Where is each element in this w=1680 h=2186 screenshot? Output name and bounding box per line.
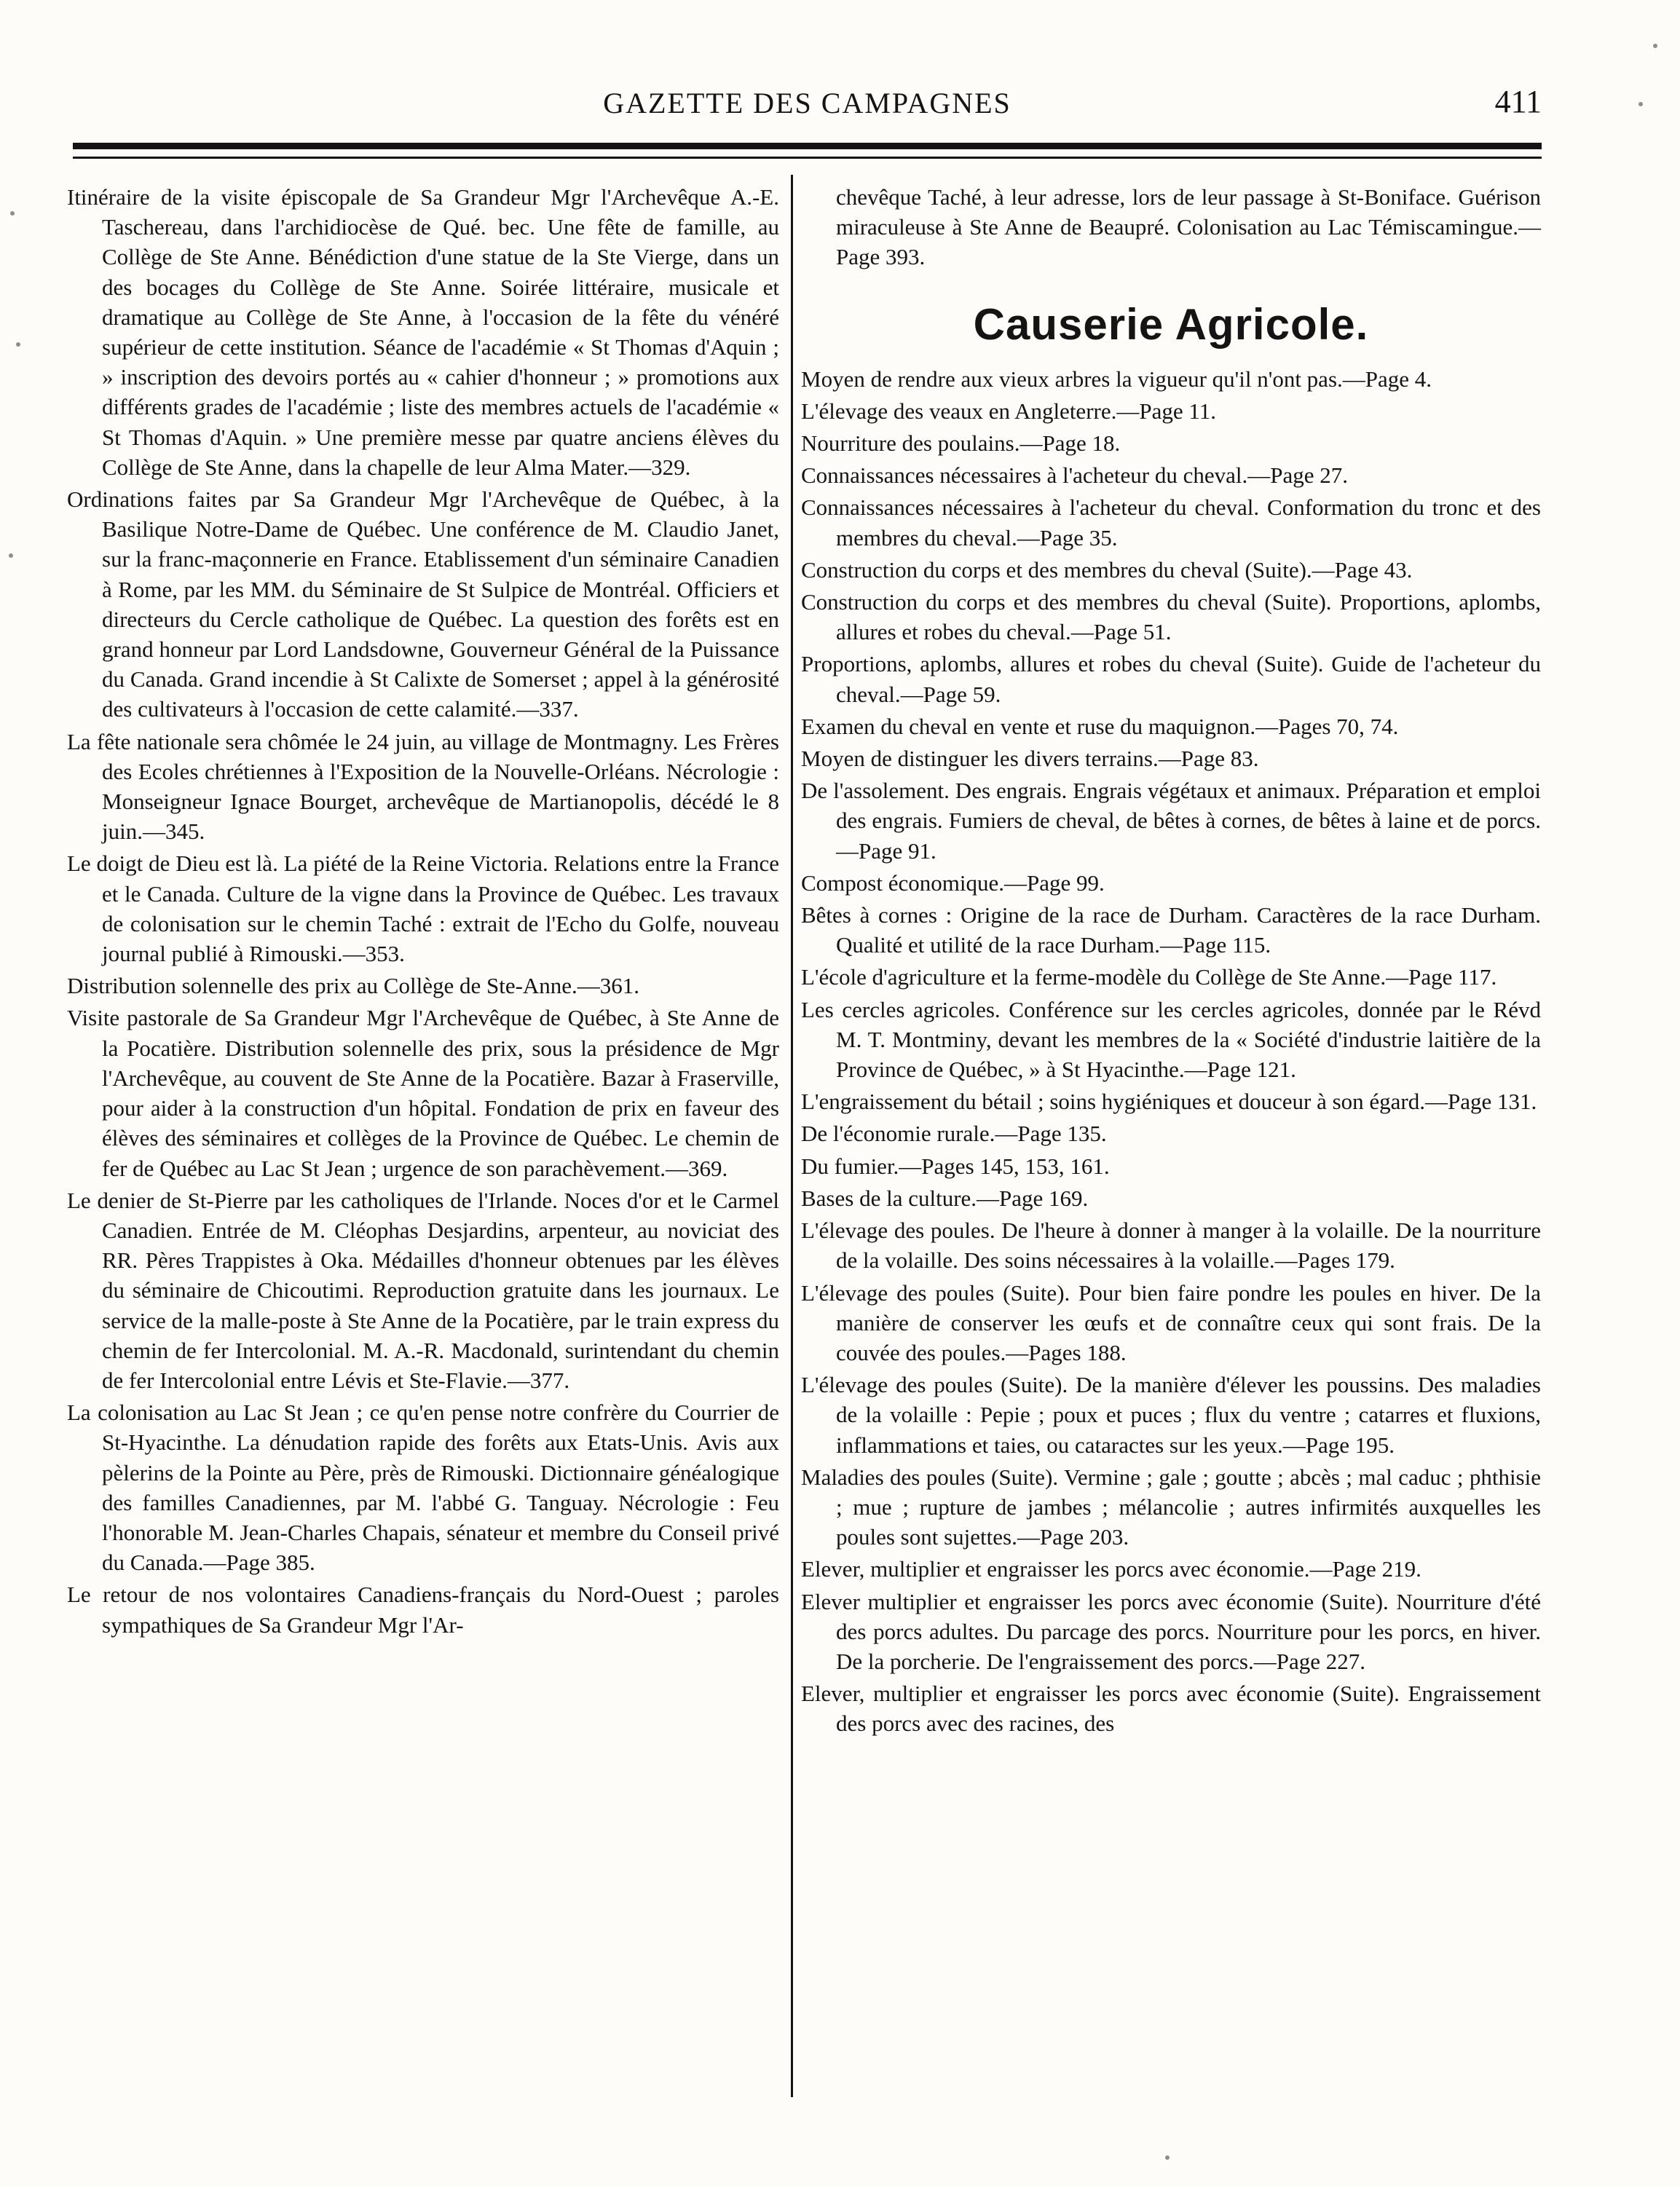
section-heading: Causerie Agricole. [973, 299, 1369, 349]
scan-speck [1165, 2155, 1170, 2160]
index-entry: Construction du corps et des membres du cheval (Suite).—Page 43. [801, 556, 1413, 583]
index-entry: La fête nationale sera chômée le 24 juin, au village de Montmagny. Les Frères des Ecoles chrétiennes à l'Exposition de la Nouvelle-Orléans. Nécrologie : Monseigneur Ignace Bourget, archevêque de Martianopolis, décédé le 8 juin.—345. [67, 728, 779, 845]
index-entry: De l'assolement. Des engrais. Engrais végétaux et animaux. Préparation et emploi des engrais. Fumiers de cheval, de bêtes à cornes, de bêtes à laine et de porcs.—Page 91. [801, 778, 1541, 864]
index-entry: Construction du corps et des membres du cheval (Suite). Proportions, aplombs, allures et robes du cheval.—Page 51. [801, 589, 1541, 645]
scan-speck [1653, 44, 1657, 48]
index-entry: Itinéraire de la visite épiscopale de Sa Grandeur Mgr l'Archevêque A.-E. Taschereau, dans l'archidiocèse de Qué. bec. Une fête de famille, au Collège de Ste Anne. Bénédiction d'une statue de la Ste Vierge, dans un des bocages du Collège de Ste Anne. Soirée littéraire, musicale et dramatique au Collège de Ste Anne, à l'occasion de la fête du vénéré supérieur de cette institution. Séance de l'académie « St Thomas d'Aquin ; » inscription des devoirs portés au « cahier d'honneur ; » promotions aux différents grades de l'académie ; liste des membres actuels de l'académie « St Thomas d'Aquin. » Une première messe par quatre anciens élèves du Collège de Ste Anne, dans la chapelle de leur Alma Mater.—329. [67, 184, 779, 480]
index-entry: Connaissances nécessaires à l'acheteur du cheval. Conformation du tronc et des membres du cheval.—Page 35. [801, 494, 1541, 551]
index-entry: Examen du cheval en vente et ruse du maquignon.—Pages 70, 74. [801, 713, 1399, 739]
index-entry: Le doigt de Dieu est là. La piété de la Reine Victoria. Relations entre la France et le Canada. Culture de la vigne dans la Province de Québec. Les travaux de colonisation sur le chemin Taché : extrait de l'Echo du Golfe, nouveau journal publié à Rimouski.—353. [67, 851, 779, 967]
index-entry: Bases de la culture.—Page 169. [801, 1185, 1089, 1211]
header-rule-thin [73, 157, 1542, 159]
index-entry: Compost économique.—Page 99. [801, 869, 1105, 896]
index-entry: Elever, multiplier et engraisser les porcs avec économie.—Page 219. [801, 1556, 1421, 1582]
right-column [801, 182, 1541, 1741]
index-entry: Visite pastorale de Sa Grandeur Mgr l'Archevêque de Québec, à Ste Anne de la Pocatière. Distribution solennelle des prix, sous la présidence de Mgr l'Archevêque, au couvent de Ste Anne de la Pocatière. Bazar à Fraserville, pour aider à la construction d'un hôpital. Fondation de prix en faveur des élèves des séminaires et collèges de la Province de Québec. Le chemin de fer de Québec au Lac St Jean ; urgence de son parachèvement.—369. [67, 1005, 779, 1181]
index-entry-continued: chevêque Taché, à leur adresse, lors de leur passage à St-Boniface. Guérison miraculeuse à Ste Anne de Beaupré. Colonisation au Lac Témiscamingue.—Page 393. [836, 184, 1541, 270]
index-entry: Le retour de nos volontaires Canadiens-français du Nord-Ouest ; paroles sympathiques de Sa Grandeur Mgr l'Ar- [67, 1582, 779, 1638]
index-entry: Les cercles agricoles. Conférence sur les cercles agricoles, donnée par le Révd M. T. Montminy, devant les membres de la « Société d'industrie laitière de la Province de Québec, » à St Hyacinthe.—Page 121. [801, 996, 1541, 1083]
index-entry: L'engraissement du bétail ; soins hygiéniques et douceur à son égard.—Page 131. [801, 1089, 1537, 1115]
left-column [67, 182, 779, 1642]
index-entry: L'élevage des veaux en Angleterre.—Page 11. [801, 398, 1216, 424]
page-number: 411 [1494, 84, 1542, 119]
index-entry: Bêtes à cornes : Origine de la race de Durham. Caractères de la race Durham. Qualité et utilité de la race Durham.—Page 115. [801, 902, 1541, 958]
index-entry: Distribution solennelle des prix au Collège de Ste-Anne.—361. [67, 973, 640, 999]
index-entry: L'élevage des poules. De l'heure à donner à manger à la volaille. De la nourriture de la volaille. Des soins nécessaires à la volaille.—Pages 179. [801, 1218, 1541, 1274]
scan-speck [10, 211, 15, 216]
index-entry: Elever, multiplier et engraisser les porcs avec économie (Suite). Engraissement des porcs avec des racines, des [801, 1681, 1541, 1737]
index-entry: La colonisation au Lac St Jean ; ce qu'en pense notre confrère du Courrier de St-Hyacinthe. La dénudation rapide des forêts aux Etats-Unis. Avis aux pèlerins de la Pointe au Père, près de Rimouski. Dictionnaire généalogique des familles Canadiennes, par M. l'abbé G. Tanguay. Nécrologie : Feu l'honorable M. Jean-Charles Chapais, sénateur et membre du Conseil privé du Canada.—Page 385. [67, 1400, 779, 1576]
column-divider [791, 175, 793, 2097]
index-entry: Elever multiplier et engraisser les porcs avec économie (Suite). Nourriture d'été des porcs adultes. Du parcage des porcs. Nourriture pour les porcs, en hiver. De la porcherie. De l'engraissement des porcs.—Page 227. [801, 1588, 1541, 1674]
index-entry: L'élevage des poules (Suite). De la manière d'élever les poussins. Des maladies de la volaille : Pepie ; poux et puces ; flux du ventre ; catarres et fluxions, inflammations et taies, ou cataractes sur les yeux.—Page 195. [801, 1372, 1541, 1458]
scan-speck [9, 553, 13, 558]
header-rule-thick [73, 143, 1542, 149]
page-header [73, 79, 1542, 130]
index-entry: Du fumier.—Pages 145, 153, 161. [801, 1153, 1110, 1179]
newspaper-title: GAZETTE DES CAMPAGNES [603, 87, 1011, 119]
index-entry: Nourriture des poulains.—Page 18. [801, 430, 1121, 457]
index-entry: L'école d'agriculture et la ferme-modèle du Collège de Ste Anne.—Page 117. [801, 964, 1497, 990]
index-entry: Le denier de St-Pierre par les catholiques de l'Irlande. Noces d'or et le Carmel Canadien. Entrée de M. Cléophas Desjardins, arpenteur, au noviciat des RR. Pères Trappistes à Oka. Médailles d'honneur obtenues par les élèves du séminaire de Chicoutimi. Reproduction gratuite dans les journaux. Le service de la malle-poste à Ste Anne de la Pocatière, par le train express du chemin de fer Intercolonial. M. A.-R. Macdonald, surintendant du chemin de fer Intercolonial entre Lévis et Ste-Flavie.—377. [67, 1187, 779, 1393]
scan-speck [1638, 102, 1643, 106]
index-entry: Ordinations faites par Sa Grandeur Mgr l'Archevêque de Québec, à la Basilique Notre-Dame de Québec. Une conférence de M. Claudio Janet, sur la franc-maçonnerie en France. Etablissement d'un séminaire Canadien à Rome, par les MM. du Séminaire de St Sulpice de Montréal. Officiers et directeurs du Cercle catholique de Québec. La question des forêts est en grand honneur par Lord Landsdowne, Gouverneur Général de la Puissance du Canada. Grand incendie à St Calixte de Somerset ; appel à la générosité des cultivateurs à l'occasion de cette calamité.—337. [67, 486, 779, 722]
index-entry: Moyen de distinguer les divers terrains.—Page 83. [801, 746, 1259, 772]
index-entry: Proportions, aplombs, allures et robes du cheval (Suite). Guide de l'acheteur du cheval.—Page 59. [801, 651, 1541, 707]
index-entry: Connaissances nécessaires à l'acheteur du cheval.—Page 27. [801, 462, 1349, 489]
scan-speck [16, 342, 20, 347]
index-entry: Moyen de rendre aux vieux arbres la vigueur qu'il n'ont pas.—Page 4. [801, 366, 1432, 392]
index-entry: L'élevage des poules (Suite). Pour bien faire pondre les poules en hiver. De la manière de conserver les œufs et de connaître ceux qui sont frais. De la couvée des poules.—Pages 188. [801, 1279, 1541, 1365]
index-entry: Maladies des poules (Suite). Vermine ; gale ; goutte ; abcès ; mal caduc ; phthisie ; mue ; rupture de jambes ; mélancolie ; autres infirmités auxquelles les poules sont sujettes.—Page 203. [801, 1464, 1541, 1550]
index-entry: De l'économie rurale.—Page 135. [801, 1121, 1107, 1147]
